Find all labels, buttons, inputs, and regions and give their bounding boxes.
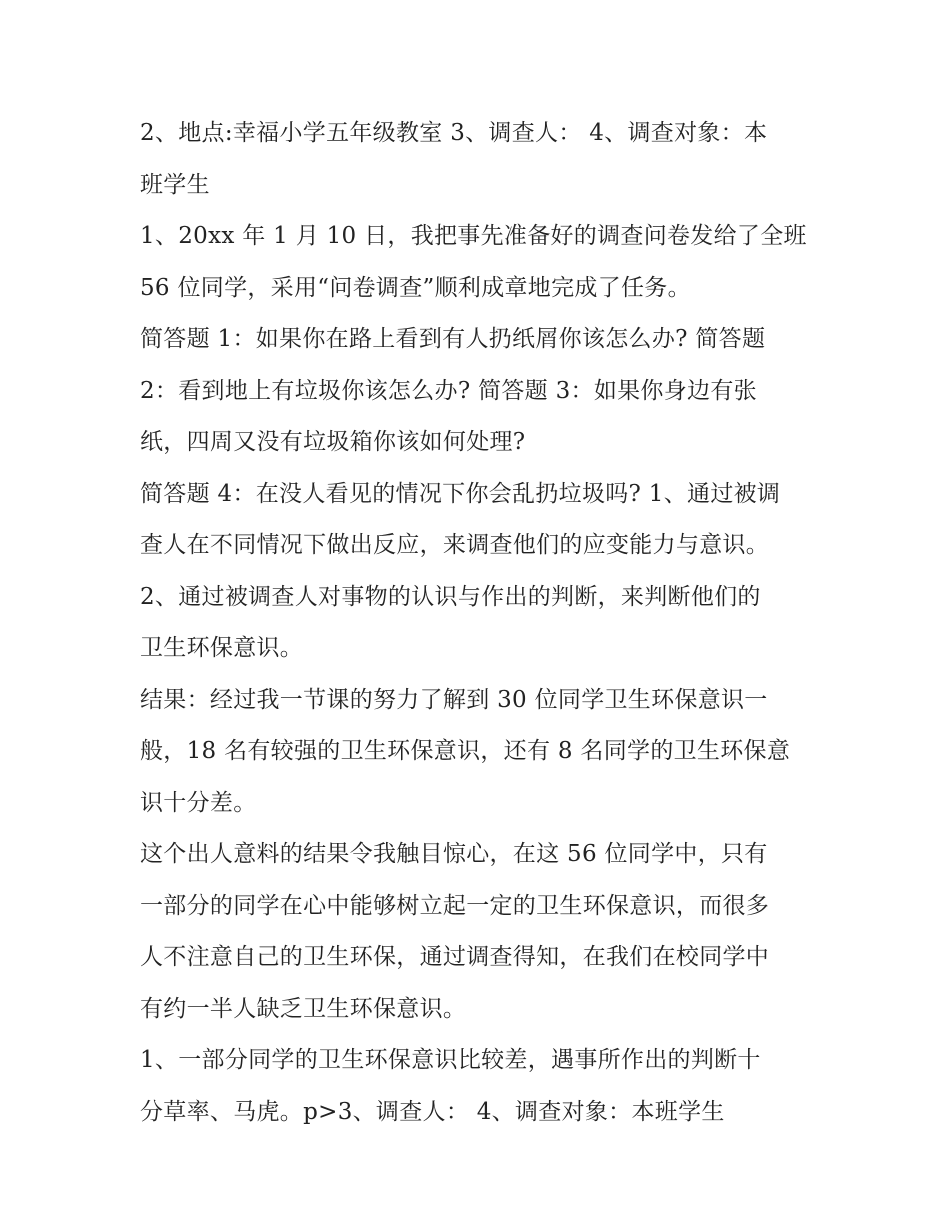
text-line: 班学生 (140, 171, 210, 198)
text-line: 分草率、马虎。p>3、调查人： 4、调查对象：本班学生 (140, 1098, 725, 1125)
paragraph-survey-distribution (140, 211, 820, 314)
paragraph-question-4-purpose (140, 469, 820, 675)
text-line: 有约一半人缺乏卫生环保意识。 (140, 995, 467, 1022)
text-line: 般，18 名有较强的卫生环保意识，还有 8 名同学的卫生环保意 (140, 738, 791, 764)
text-line: 简答题 1：如果你在路上看到有人扔纸屑你该怎么办? 简答题 (140, 326, 766, 352)
text-line: 2、地点:幸福小学五年级教室 3、调查人： 4、调查对象：本 (140, 120, 768, 146)
text-line: 结果：经过我一节课的努力了解到 30 位同学卫生环保意识一 (140, 686, 768, 713)
text-line: 这个出人意料的结果令我触目惊心，在这 56 位同学中，只有 (140, 841, 768, 867)
text-line: 卫生环保意识。 (140, 635, 304, 661)
text-line: 1、一部分同学的卫生环保意识比较差，遇事所作出的判断十 (140, 1047, 761, 1073)
text-line: 纸，四周又没有垃圾箱你该如何处理? (140, 429, 526, 455)
text-line: 一部分的同学在心中能够树立起一定的卫生环保意识，而很多 (140, 892, 770, 919)
document-body (140, 108, 820, 1138)
text-line: 查人在不同情况下做出反应，来调查他们的应变能力与意识。 (140, 532, 770, 558)
paragraph-location (140, 108, 820, 211)
paragraph-questions-1-3 (140, 314, 820, 469)
text-line: 56 位同学，采用“问卷调查”顺利成章地完成了任务。 (140, 274, 691, 301)
text-line: 识十分差。 (140, 789, 257, 816)
text-line: 1、20xx 年 1 月 10 日，我把事先准备好的调查问卷发给了全班 (140, 223, 807, 249)
paragraph-conclusion (140, 1035, 820, 1138)
text-line: 人不注意自己的卫生环保，通过调查得知，在我们在校同学中 (140, 944, 770, 970)
text-line: 简答题 4：在没人看见的情况下你会乱扔垃圾吗? 1、通过被调 (140, 480, 781, 507)
text-line: 2、通过被调查人对事物的认识与作出的判断，来判断他们的 (140, 583, 761, 610)
paragraph-results (140, 675, 820, 830)
text-line: 2：看到地上有垃圾你该怎么办? 简答题 3：如果你身边有张 (140, 377, 757, 404)
paragraph-analysis (140, 829, 820, 1035)
